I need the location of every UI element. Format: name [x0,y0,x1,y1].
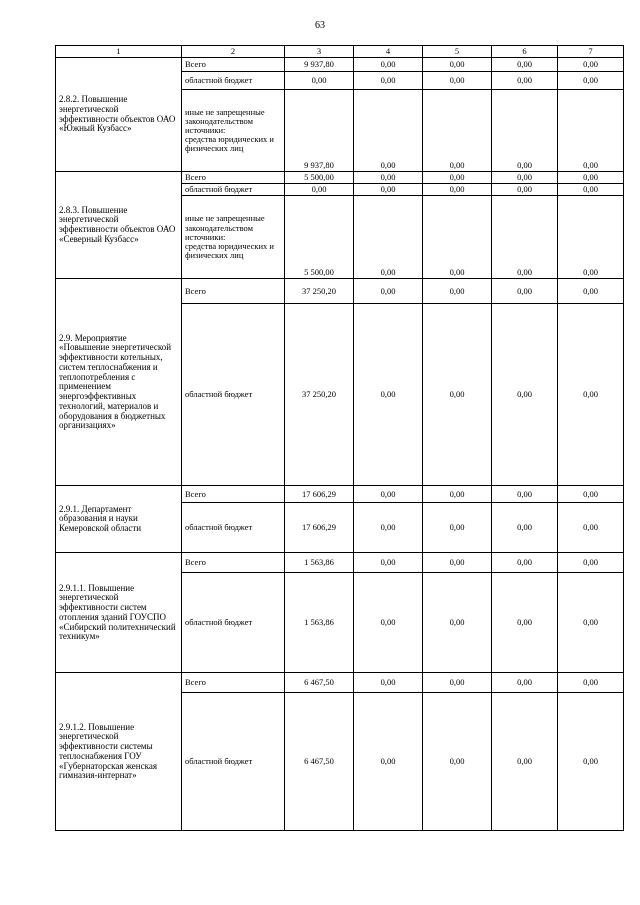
value-cell: 0,00 [423,279,492,304]
table-row [56,172,624,184]
value-cell: 37 250,20 [285,279,354,304]
value-cell: 0,00 [558,673,624,693]
value-cell: 0,00 [492,279,558,304]
value-cell: 0,00 [492,573,558,673]
value-cell: 0,00 [558,196,624,279]
value-cell: 0,00 [558,279,624,304]
value-cell: 1 563,86 [285,573,354,673]
value-cell: 0,00 [492,486,558,503]
value-cell: 0,00 [558,90,624,172]
value-cell: 0,00 [354,553,423,573]
value-cell: 5 500,00 [285,196,354,279]
value-cell: 0,00 [354,486,423,503]
funding-source-detail: средства юридических и физических лиц [185,240,274,261]
value-cell: 0,00 [354,172,423,184]
value-cell: 0,00 [558,172,624,184]
column-header: 3 [285,46,354,58]
table-row [56,673,624,693]
column-header: 7 [558,46,624,58]
value-cell: 0,00 [423,90,492,172]
funding-source-label: иные не запрещенные законодательством источники: [185,106,265,135]
value-cell: 5 500,00 [285,172,354,184]
funding-source: областной бюджет [182,573,285,673]
value-cell: 0,00 [492,72,558,90]
value-cell: 0,00 [354,693,423,831]
measure-name: 2.9.1.1. Повышение энергетической эффективности систем отопления зданий ГОУСПО «Сибирский политехнический техникум» [56,553,182,673]
funding-source: Всего [182,279,285,304]
table-row [56,486,624,503]
value-cell: 0,00 [558,184,624,196]
value-cell: 0,00 [423,553,492,573]
funding-source: областной бюджет [182,693,285,831]
column-header: 4 [354,46,423,58]
value-cell: 0,00 [558,693,624,831]
value-cell: 0,00 [423,58,492,72]
value-cell: 0,00 [354,58,423,72]
table-row [56,553,624,573]
funding-source: Всего [182,58,285,72]
funding-source [182,196,285,279]
page-number: 63 [315,20,325,31]
table-row [56,279,624,304]
value-cell: 17 606,29 [285,486,354,503]
column-header: 2 [182,46,285,58]
column-header: 6 [492,46,558,58]
column-header: 1 [56,46,182,58]
measure-name: 2.9.1.2. Повышение энергетической эффективности системы теплоснабжения ГОУ «Губернаторская женская гимназия-интернат» [56,673,182,831]
value-cell: 0,00 [492,673,558,693]
value-cell: 0,00 [423,573,492,673]
value-cell: 0,00 [354,503,423,553]
value-cell: 0,00 [354,673,423,693]
value-cell: 0,00 [558,58,624,72]
column-number-row [56,46,624,58]
value-cell: 37 250,20 [285,304,354,486]
value-cell: 9 937,80 [285,90,354,172]
funding-source: Всего [182,553,285,573]
funding-source: областной бюджет [182,304,285,486]
funding-source: Всего [182,172,285,184]
funding-source-label: иные не запрещенные законодательством источники: [185,213,265,242]
value-cell: 0,00 [354,279,423,304]
value-cell: 0,00 [423,304,492,486]
value-cell: 0,00 [354,184,423,196]
value-cell: 0,00 [558,72,624,90]
value-cell: 0,00 [492,172,558,184]
funding-source [182,90,285,172]
value-cell: 0,00 [492,196,558,279]
value-cell: 0,00 [423,486,492,503]
value-cell: 0,00 [354,90,423,172]
funding-source: областной бюджет [182,503,285,553]
budget-table [55,45,624,831]
value-cell: 17 606,29 [285,503,354,553]
value-cell: 0,00 [492,503,558,553]
value-cell: 0,00 [492,184,558,196]
value-cell: 6 467,50 [285,693,354,831]
value-cell: 0,00 [558,553,624,573]
value-cell: 0,00 [558,486,624,503]
measure-name: 2.9. Мероприятие «Повышение энергетической эффективности котельных, систем теплоснабжения и теплопотребления с применением энергоэффективных технологий, материалов и оборудования в бюджетных организациях» [56,279,182,486]
value-cell: 1 563,86 [285,553,354,573]
value-cell: 0,00 [423,693,492,831]
value-cell: 0,00 [354,196,423,279]
funding-source: областной бюджет [182,72,285,90]
column-header: 5 [423,46,492,58]
value-cell: 0,00 [354,72,423,90]
value-cell: 0,00 [492,90,558,172]
value-cell: 0,00 [285,72,354,90]
funding-source: Всего [182,486,285,503]
funding-source: областной бюджет [182,184,285,196]
value-cell: 0,00 [558,304,624,486]
value-cell: 0,00 [558,573,624,673]
value-cell: 0,00 [423,673,492,693]
table-row [56,58,624,72]
value-cell: 0,00 [492,693,558,831]
measure-name: 2.8.2. Повышение энергетической эффективности объектов ОАО «Южный Кузбасс» [56,58,182,172]
value-cell: 0,00 [354,573,423,673]
value-cell: 0,00 [354,304,423,486]
value-cell: 0,00 [423,503,492,553]
value-cell: 0,00 [492,553,558,573]
value-cell: 0,00 [423,72,492,90]
value-cell: 0,00 [423,196,492,279]
value-cell: 0,00 [423,172,492,184]
value-cell: 0,00 [492,304,558,486]
funding-source: Всего [182,673,285,693]
value-cell: 0,00 [285,184,354,196]
value-cell: 0,00 [492,58,558,72]
measure-name: 2.8.3. Повышение энергетической эффективности объектов ОАО «Северный Кузбасс» [56,172,182,279]
value-cell: 9 937,80 [285,58,354,72]
measure-name: 2.9.1. Департамент образования и науки Кемеровской области [56,486,182,553]
value-cell: 6 467,50 [285,673,354,693]
value-cell: 0,00 [423,184,492,196]
value-cell: 0,00 [558,503,624,553]
funding-source-detail: средства юридических и физических лиц [185,134,274,154]
